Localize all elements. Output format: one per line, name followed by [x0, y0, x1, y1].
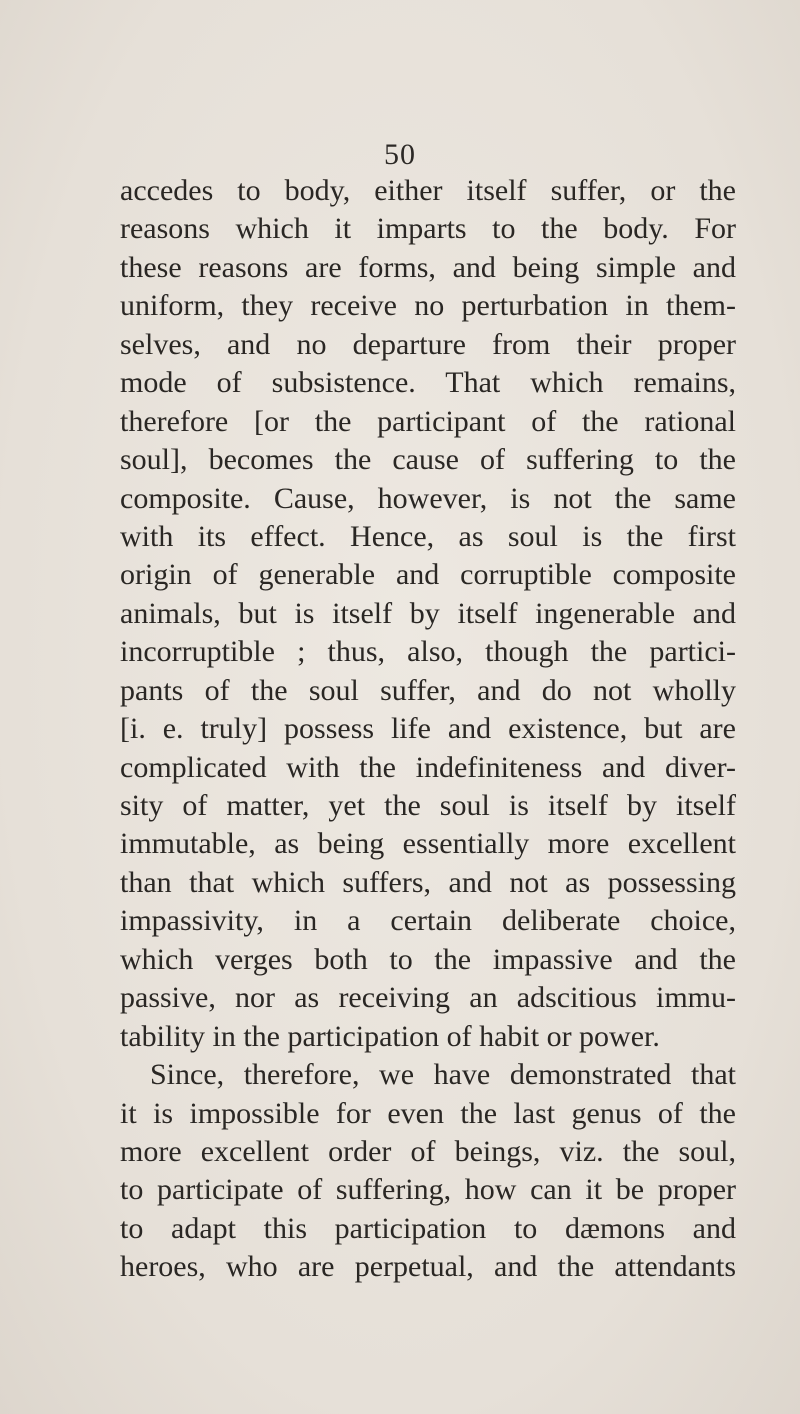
page-number: 50 — [384, 138, 416, 171]
text-line: uniform, they receive no perturbation in them- — [120, 289, 736, 323]
text-line: sity of matter, yet the soul is itself by itself — [120, 789, 736, 822]
text-line: incorruptible ; thus, also, though the partici- — [120, 635, 736, 669]
text-line: immutable, as being essentially more excellent — [120, 827, 736, 861]
text-line: pants of the soul suffer, and do not wholly — [120, 673, 736, 707]
text-line: these reasons are forms, and being simple and — [120, 250, 736, 284]
text-line: tability in the participation of habit or power. — [120, 1019, 660, 1053]
text-line: animals, but is itself by itself ingenerable and — [120, 596, 736, 630]
text-line: to adapt this participation to dæmons and — [120, 1211, 736, 1245]
text-line: origin of generable and corruptible composite — [120, 558, 736, 592]
text-line: than that which suffers, and not as possessing — [120, 865, 736, 899]
text-line: passive, nor as receiving an adscitious immu- — [120, 981, 736, 1015]
body-text — [120, 172, 736, 1287]
text-line: more excellent order of beings, viz. the soul, — [120, 1134, 736, 1168]
text-line: complicated with the indefiniteness and diver- — [120, 750, 736, 784]
text-line: with its effect. Hence, as soul is the first — [120, 519, 736, 553]
text-line: reasons which it imparts to the body. For — [120, 212, 736, 246]
text-line: soul], becomes the cause of suffering to the — [120, 443, 736, 477]
text-line: [i. e. truly] possess life and existence, but are — [120, 712, 736, 746]
text-line: heroes, who are perpetual, and the attendants — [120, 1250, 736, 1284]
text-line: impassivity, in a certain deliberate choice, — [120, 904, 736, 938]
text-line: therefore [or the participant of the rational — [120, 404, 736, 438]
text-line: to participate of suffering, how can it be proper — [120, 1173, 736, 1207]
text-line: which verges both to the impassive and the — [120, 942, 736, 976]
text-line-paragraph-start: Since, therefore, we have demonstrated that — [150, 1058, 736, 1092]
text-line: accedes to body, either itself suffer, or the — [120, 174, 736, 207]
text-line: selves, and no departure from their proper — [120, 327, 736, 361]
text-line: it is impossible for even the last genus of the — [120, 1096, 736, 1130]
text-line: composite. Cause, however, is not the same — [120, 481, 736, 515]
text-line: mode of subsistence. That which remains, — [120, 366, 736, 400]
